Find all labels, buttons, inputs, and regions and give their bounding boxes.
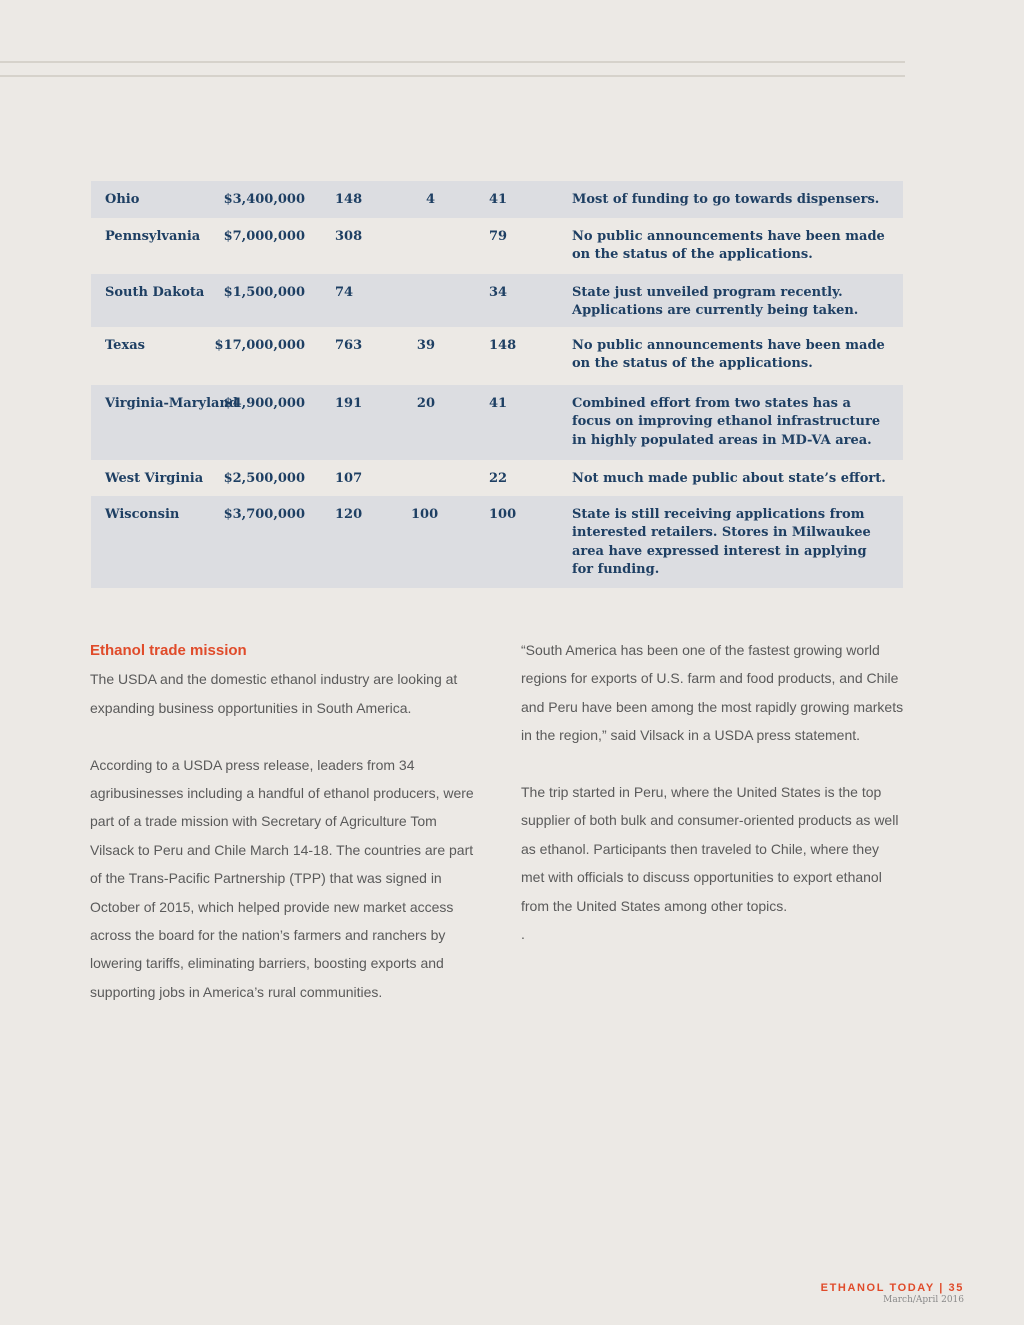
column-value: 191 [335,396,363,411]
column-value: 74 [335,285,354,300]
column-value: 100 [489,507,517,522]
top-rule [0,61,905,63]
paragraph-spacer [521,750,906,778]
state-name: Texas [105,338,145,353]
column-value: 148 [489,338,517,353]
column-value: 39 [416,338,435,353]
column-value: 100 [411,507,439,522]
state-name: Virginia-Maryland [105,396,239,411]
row-note: Combined effort from two states has a focus on improving ethanol infrastructure in highly populated areas in MD-VA area. [572,396,881,448]
funding-amount: $3,700,000 [223,507,305,522]
paragraph-spacer [90,722,480,750]
page-footer [821,1281,964,1306]
column-value: 107 [335,471,363,486]
state-name: South Dakota [105,285,205,300]
funding-amount: $4,900,000 [223,396,305,411]
state-name: Pennsylvania [105,229,201,244]
column-value: 763 [335,338,363,353]
row-note: Not much made public about state’s effort. [572,471,886,486]
state-name: Wisconsin [105,507,180,522]
column-value: 34 [489,285,508,300]
column-value: 41 [489,396,508,411]
column-value: 4 [425,192,435,207]
section-heading: Ethanol trade mission [90,642,247,659]
column-value: 308 [335,229,363,244]
column-value: 41 [489,192,508,207]
funding-amount: $1,500,000 [223,285,305,300]
state-name: Ohio [105,192,140,207]
article-paragraph: The trip started in Peru, where the United States is the top supplier of both bulk and consumer-oriented products as well as ethanol. Participants then traveled to Chile, where they met with officials to discuss opportunities to export ethanol from the United States among other topics. [521,784,899,914]
state-funding-table [91,181,903,588]
table-row [91,496,903,588]
table-row [91,327,903,385]
issue-date: March/April 2016 [883,1295,964,1305]
funding-amount: $3,400,000 [223,192,305,207]
article-paragraph: . [521,926,525,943]
column-value: 20 [416,396,435,411]
table-row [91,385,903,460]
table-row [91,274,903,327]
article-right-column [521,636,906,948]
row-note: State is still receiving applications from interested retailers. Stores in Milwaukee area have expressed interest in applying for funding. [572,507,871,577]
article-paragraph: “South America has been one of the fastest growing world regions for exports of U.S. farm and food products, and Chile and Peru have been among the most rapidly growing markets in the region,” said Vilsack in a USDA press statement. [521,642,904,744]
table-row [91,181,903,218]
table-row [91,218,903,274]
column-value: 22 [489,471,508,486]
funding-amount: $2,500,000 [223,471,305,486]
funding-amount: $7,000,000 [223,229,305,244]
row-note: State just unveiled program recently. Applications are currently being taken. [572,285,859,319]
table-row [91,460,903,496]
top-rule-secondary [0,75,905,77]
row-note: No public announcements have been made on the status of the applications. [572,338,885,372]
column-value: 148 [335,192,363,207]
article-paragraph: According to a USDA press release, leaders from 34 agribusinesses including a handful of ethanol producers, were part of a trade mission with Secretary of Agriculture Tom Vilsack to Peru and Chile March 14-18. The countries are part of the Trans-Pacific Partnership (TPP) that was signed in October of 2015, which helped provide new market access across the board for the nation’s farmers and ranchers by lowering tariffs, eliminating barriers, boosting exports and supporting jobs in America’s rural communities. [90,756,474,1000]
article-paragraph: The USDA and the domestic ethanol industry are looking at expanding business opportunities in South America. [90,671,458,716]
state-name: West Virginia [105,471,204,486]
row-note: Most of funding to go towards dispensers. [572,192,880,207]
column-value: 120 [335,507,363,522]
funding-amount: $17,000,000 [214,338,305,353]
publication-page-number: ETHANOL TODAY | 35 [820,1282,964,1294]
row-note: No public announcements have been made on the status of the applications. [572,229,885,263]
article-left-column [90,637,480,1006]
column-value: 79 [489,229,508,244]
